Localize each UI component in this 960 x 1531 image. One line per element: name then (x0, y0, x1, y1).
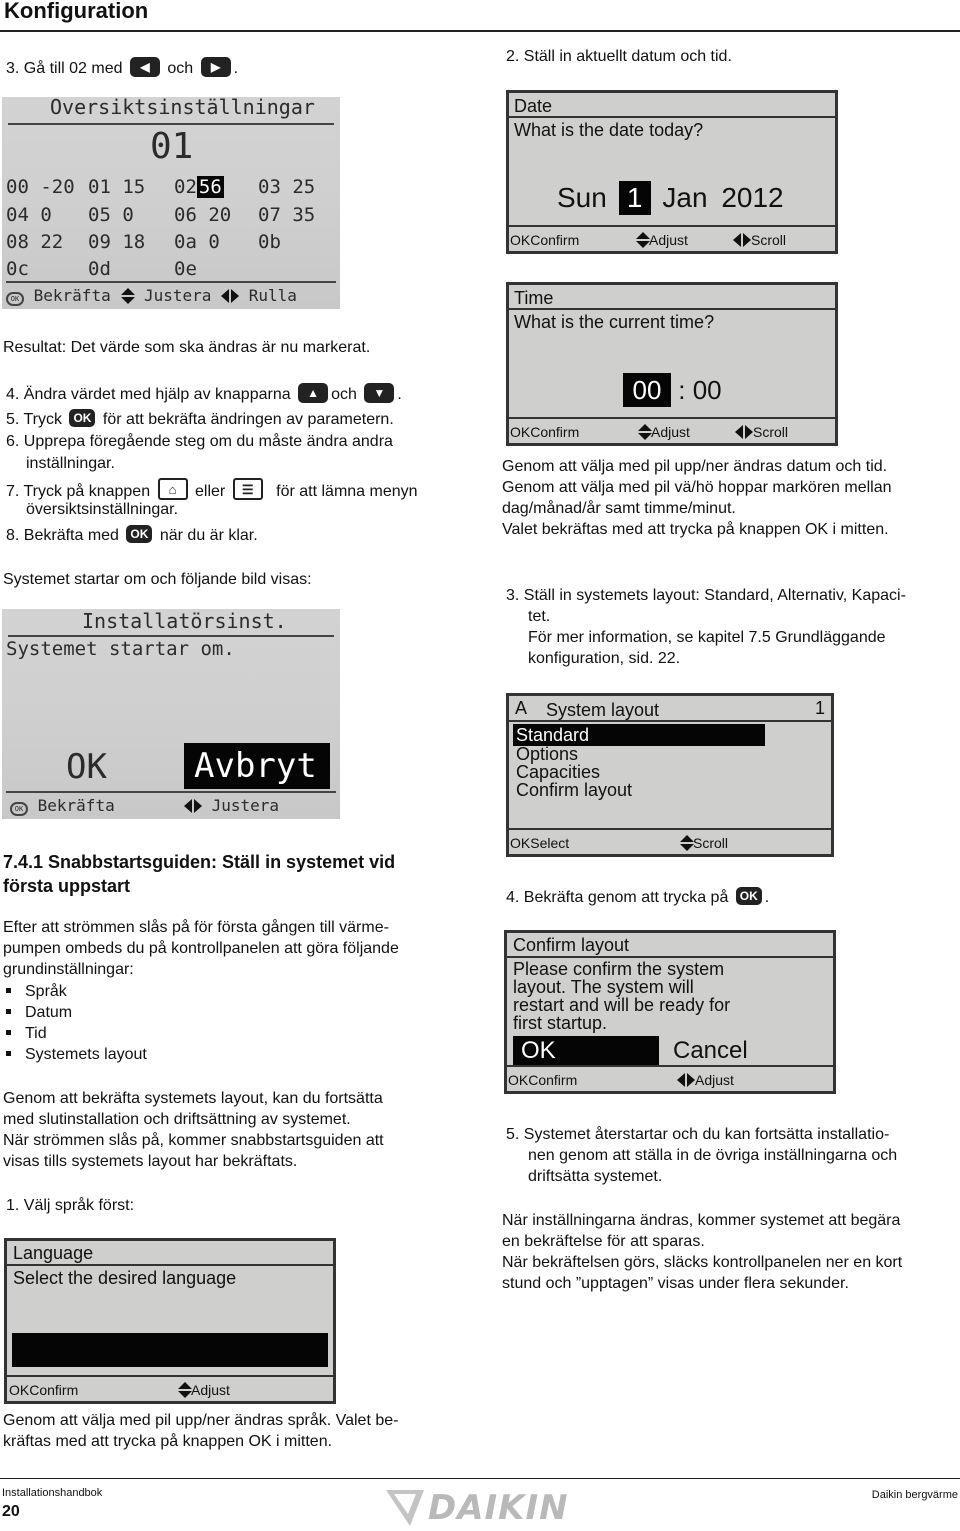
left-right-icon (733, 233, 751, 247)
step-6-line-2: inställningar. (26, 455, 115, 472)
date-month: Jan (662, 182, 708, 213)
bullet-text: Systemets layout (25, 1046, 147, 1063)
restart-message: Systemet startar om. (6, 638, 235, 660)
step-4-text: 4. Ändra värdet med hjälp av knapparna (6, 386, 291, 403)
list-item (6, 1023, 147, 1044)
language-screen-title: Language (13, 1243, 94, 1263)
system-layout-screen (506, 693, 834, 857)
param-05: 05 0 (88, 204, 134, 226)
step-5-line (6, 409, 394, 430)
right-step-5 (506, 1124, 897, 1187)
layout-paragraph (3, 1088, 384, 1172)
footer-scroll-label: Scroll (693, 835, 729, 851)
overview-screen-title: Översiktsinställningar (50, 97, 315, 119)
ok-key-icon: OK (6, 292, 24, 306)
up-down-icon (635, 232, 649, 248)
overview-footer-divider (6, 281, 336, 283)
footer-confirm-label: Confirm (530, 232, 580, 248)
language-caption (3, 1410, 398, 1452)
restart-screen-title: Installatörsinst. (82, 609, 287, 633)
overview-big-number: 01 (150, 126, 194, 167)
language-caption-line-1: Genom att välja med pil upp/ner ändras språk. Valet be- (3, 1412, 399, 1429)
date-screen (506, 90, 838, 254)
ok-button-icon: OK (69, 409, 95, 427)
param-0d: 0d (88, 258, 111, 280)
layout-paragraph-line-2: med slutinstallation och driftsättning av systemet. (3, 1111, 351, 1128)
list-item (6, 1002, 147, 1023)
intro-line-3: grundinställningar: (3, 961, 134, 978)
footer-confirm-label: Confirm (530, 424, 580, 440)
restart-cancel-option: Avbryt (184, 743, 330, 789)
up-down-icon (679, 835, 693, 851)
intro-line-2: pumpen ombeds du på kontrollpanelen att göra följande (3, 940, 399, 957)
time-value (623, 373, 722, 407)
ok-button-icon: OK (126, 525, 152, 543)
right-step-3-line-4: konfiguration, sid. 22. (528, 650, 681, 667)
confirm-message (513, 960, 730, 1032)
step-1-text: 1. Välj språk först: (6, 1197, 135, 1214)
final-paragraph (502, 1210, 902, 1294)
ok-key-label: OK (510, 424, 531, 440)
right-step-3 (506, 585, 906, 669)
confirm-title-divider (507, 956, 833, 958)
param-09: 09 18 (88, 231, 146, 253)
bullet-icon (6, 1030, 11, 1035)
right-step-4 (506, 887, 769, 908)
footer-scroll-label: Rulla (248, 286, 297, 305)
footer-select-label: Select (530, 835, 570, 851)
date-day-number-selected: 1 (619, 181, 651, 215)
footer-adjust (677, 1070, 734, 1091)
section-heading-line-2: första uppstart (3, 876, 131, 896)
ok-key-label: OK (510, 835, 531, 851)
time-screen (506, 282, 838, 446)
step-8-rest: när du är klar. (159, 527, 258, 544)
param-02 (174, 177, 224, 198)
right-step-2: 2. Ställ in aktuellt datum och tid. (506, 48, 732, 65)
date-title-divider (509, 116, 835, 118)
param-0a: 0a 0 (174, 231, 220, 253)
step-4-och: och (331, 386, 357, 403)
final-paragraph-line-1: När inställningarna ändras, kommer systemet att begära (502, 1212, 901, 1229)
footer-adjust (635, 230, 688, 251)
footer-divider (0, 1478, 960, 1479)
layout-paragraph-line-3: När strömmen slås på, kommer snabbstartsguiden att (3, 1132, 384, 1149)
footer-scroll (735, 422, 788, 443)
confirm-message-line-2: layout. The system will (513, 977, 694, 997)
ok-button-icon: OK (736, 887, 762, 905)
footer-adjust (637, 422, 690, 443)
confirm-ok-option-selected[interactable]: OK (513, 1036, 659, 1066)
left-right-icon (677, 1073, 695, 1087)
footer-confirm-label: Bekräfta (33, 286, 111, 305)
step-3-och: och (167, 60, 194, 77)
list-item (6, 981, 147, 1002)
final-paragraph-line-3: När bekräftelsen görs, släcks kontrollpanelen ner en kort (502, 1254, 903, 1271)
date-value (557, 181, 784, 215)
final-paragraph-line-4: stund och ”upptagen” visas under flera sekunder. (502, 1275, 849, 1292)
result-text: Resultat: Det värde som ska ändras är nu markerat. (3, 339, 371, 356)
confirm-message-line-3: restart and will be ready for (513, 995, 731, 1015)
step-5-rest: för att bekräfta ändringen av parametern. (102, 411, 394, 428)
footer-ok (510, 833, 569, 854)
param-00: 00 -20 (6, 176, 75, 198)
language-screen (4, 1238, 336, 1404)
layout-page-number: 1 (814, 698, 825, 718)
bullet-icon (6, 1009, 11, 1014)
param-06: 06 20 (174, 204, 232, 226)
confirm-layout-screen (504, 930, 836, 1094)
step-8-line (6, 525, 258, 546)
footer-ok (510, 422, 579, 443)
time-footer (509, 417, 835, 443)
page-title: Konfiguration (4, 0, 149, 23)
confirm-message-line-4: first startup. (513, 1013, 608, 1033)
footer-ok (510, 230, 579, 251)
left-right-icon (735, 425, 753, 439)
right-step-3-line-1: 3. Ställ in systemets layout: Standard, Alternativ, Kapaci- (506, 587, 906, 604)
param-03: 03 25 (258, 176, 316, 198)
time-screen-title: Time (514, 288, 554, 308)
left-right-icon (221, 289, 239, 303)
up-arrow-button-icon: ▲ (298, 383, 328, 403)
restart-footer (10, 795, 279, 816)
language-footer (7, 1375, 333, 1401)
bullet-icon (6, 1051, 11, 1056)
ok-key-icon: OK (10, 802, 28, 816)
step-7-text: 7. Tryck på knappen (6, 483, 151, 500)
intro-line-1: Efter att strömmen slås på för första gången till värme- (3, 919, 389, 936)
date-prompt: What is the date today? (514, 120, 704, 140)
right-step-3-line-3: För mer information, se kapitel 7.5 Grundläggande (528, 629, 886, 646)
footer-adjust-label: Adjust (695, 1072, 734, 1088)
restart-footer-divider (6, 791, 336, 793)
restart-screen (2, 609, 340, 819)
param-02-value-highlighted: 56 (198, 176, 222, 198)
section-heading (3, 850, 395, 898)
right-step-5-line-3: driftsätta systemet. (528, 1168, 663, 1185)
param-01: 01 15 (88, 176, 146, 198)
layout-footer (509, 828, 831, 854)
step-3-text: 3. Gå till 02 med (6, 60, 123, 77)
footer-product-label: Daikin bergvärme (871, 1489, 958, 1501)
date-time-caption-line-1: Genom att välja med pil upp/ner ändras datum och tid. (502, 458, 888, 475)
layout-paragraph-line-1: Genom att bekräfta systemets layout, kan du fortsätta (3, 1090, 383, 1107)
step-5-text: 5. Tryck (6, 411, 63, 428)
right-step-4-text: 4. Bekräfta genom att trycka på (506, 889, 729, 906)
footer-adjust-label: Adjust (191, 1382, 230, 1398)
time-prompt: What is the current time? (514, 312, 715, 332)
up-down-icon (120, 288, 134, 304)
list-item (6, 1044, 147, 1065)
date-time-caption-line-4: Valet bekräftas med att trycka på knappen OK i mitten. (502, 521, 889, 538)
bullet-text: Tid (25, 1025, 47, 1042)
date-screen-title: Date (514, 96, 553, 116)
step-6-line-1: 6. Upprepa föregående steg om du måste ändra andra (6, 433, 393, 450)
restart-ok-option: OK (66, 747, 107, 787)
date-year: 2012 (721, 182, 784, 213)
section-heading-line-1: 7.4.1 Snabbstartsguiden: Ställ in systemet vid (3, 852, 396, 872)
bullet-list (6, 981, 147, 1065)
right-step-5-line-1: 5. Systemet återstartar och du kan fortsätta installatio- (506, 1126, 890, 1143)
footer-scroll-label: Scroll (753, 424, 789, 440)
param-02-label: 02 (174, 176, 197, 198)
overview-row-1 (6, 177, 75, 198)
ok-key-label: OK (9, 1382, 30, 1398)
footer-scroll (679, 833, 728, 854)
language-prompt: Select the desired language (13, 1268, 237, 1288)
footer-scroll-label: Scroll (751, 232, 787, 248)
layout-screen-title: System layout (546, 700, 660, 720)
param-0c: 0c (6, 258, 29, 280)
daikin-logo-text: DAIKIN (428, 1488, 569, 1528)
layout-option-capacities[interactable]: Capacities (516, 762, 601, 782)
ok-key-label: OK (510, 232, 531, 248)
param-0e: 0e (174, 258, 197, 280)
ok-key-label: OK (508, 1072, 529, 1088)
time-title-divider (509, 308, 835, 310)
menu-button-icon: ☰ (233, 478, 263, 500)
bullet-text: Datum (25, 1004, 73, 1021)
step-8-text: 8. Bekräfta med (6, 527, 119, 544)
overview-settings-screen (2, 97, 340, 309)
time-hours-selected: 00 (623, 373, 671, 407)
intro-paragraph (3, 917, 399, 980)
bullet-text: Språk (25, 983, 67, 1000)
step-7-rest: för att lämna menyn (276, 483, 418, 500)
footer-adjust-label: Adjust (651, 424, 690, 440)
confirm-cancel-option[interactable]: Cancel (673, 1037, 748, 1064)
step-7-line-2: översiktsinställningar. (26, 501, 179, 518)
footer-confirm-label: Confirm (29, 1382, 79, 1398)
param-07: 07 35 (258, 204, 316, 226)
layout-option-options[interactable]: Options (516, 744, 579, 764)
bullet-icon (6, 988, 11, 993)
home-button-icon: ⌂ (158, 478, 188, 500)
up-down-icon (637, 424, 651, 440)
confirm-message-line-1: Please confirm the system (513, 959, 725, 979)
param-08: 08 22 (6, 231, 64, 253)
date-footer (509, 225, 835, 251)
right-step-4-end: . (764, 889, 770, 906)
date-time-caption-line-3: dag/månad/år samt timme/minut. (502, 500, 736, 517)
page-number: 20 (2, 1503, 20, 1520)
overview-title-divider (8, 123, 334, 125)
time-separator: : (678, 375, 686, 405)
left-right-icon (184, 799, 202, 813)
daikin-logo-mark-icon (386, 1488, 426, 1528)
confirm-footer (507, 1065, 833, 1091)
date-time-caption (502, 456, 892, 540)
param-04: 04 0 (6, 204, 52, 226)
footer-confirm-label: Confirm (528, 1072, 578, 1088)
time-minutes: 00 (692, 375, 722, 405)
right-arrow-button-icon: ▶ (201, 57, 231, 77)
step-3-line (6, 57, 238, 79)
layout-menu-letter: A (515, 698, 528, 718)
footer-ok (9, 1380, 78, 1401)
footer-adjust-label: Justera (211, 796, 280, 815)
step-4-end: . (397, 386, 402, 403)
layout-title-divider (509, 720, 831, 722)
right-step-5-line-2: nen genom att ställa in de övriga inställningarna och (528, 1147, 898, 1164)
final-paragraph-line-2: en bekräftelse för att sparas. (502, 1233, 705, 1250)
date-time-caption-line-2: Genom att välja med pil vä/hö hoppar markören mellan (502, 479, 892, 496)
layout-paragraph-line-4: visas tills systemets layout har bekräftats. (3, 1153, 298, 1170)
footer-manual-label: Installationshandbok (2, 1487, 103, 1499)
param-0b: 0b (258, 231, 281, 253)
footer-scroll (733, 230, 786, 251)
footer-ok (508, 1070, 577, 1091)
up-down-icon (177, 1382, 191, 1398)
footer-adjust-label: Adjust (649, 232, 688, 248)
footer-confirm-label: Bekräfta (37, 796, 115, 815)
language-title-divider (7, 1264, 333, 1266)
restart-caption: Systemet startar om och följande bild visas: (3, 571, 312, 588)
step-3-end: . (233, 60, 239, 77)
footer-adjust-label: Justera (143, 286, 212, 305)
language-caption-line-2: kräftas med att trycka på knappen OK i mitten. (3, 1433, 333, 1450)
header-divider (0, 30, 960, 32)
layout-option-standard-selected[interactable]: Standard (513, 724, 765, 746)
step-7-eller: eller (195, 483, 226, 500)
confirm-screen-title: Confirm layout (513, 935, 630, 955)
overview-footer (6, 285, 297, 306)
date-day: Sun (557, 182, 607, 213)
down-arrow-button-icon: ▼ (364, 383, 394, 403)
right-step-3-line-2: tet. (528, 608, 551, 625)
left-arrow-button-icon: ◀ (130, 57, 160, 77)
language-selection-bar (12, 1333, 328, 1367)
step-4-line (6, 383, 402, 405)
footer-adjust (177, 1380, 230, 1401)
restart-title-divider (8, 635, 334, 637)
layout-option-confirm[interactable]: Confirm layout (516, 780, 633, 800)
daikin-logo (386, 1488, 576, 1528)
